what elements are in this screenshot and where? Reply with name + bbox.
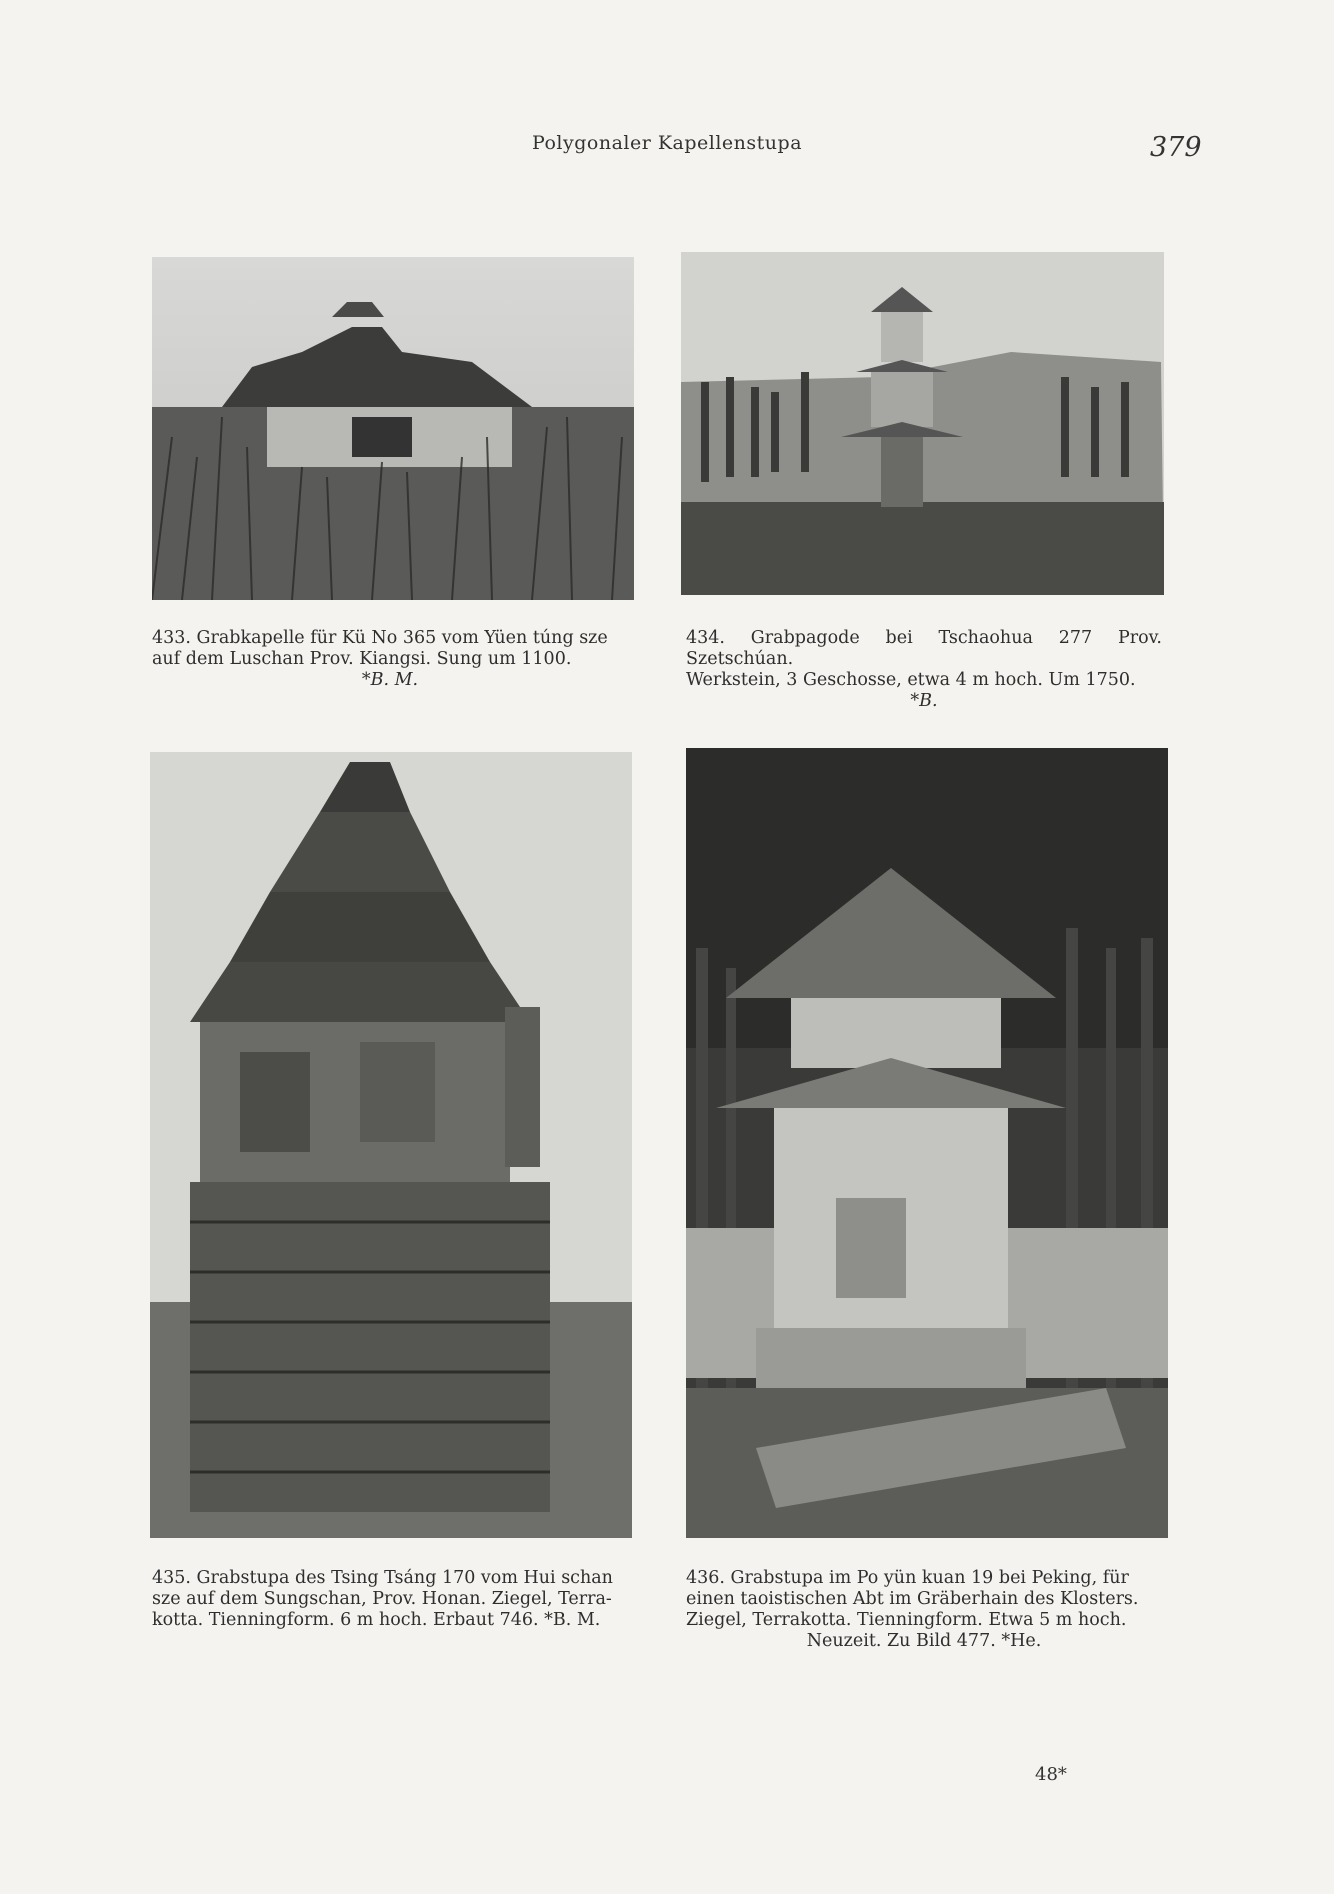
photo-434-grave-pagoda <box>681 252 1164 595</box>
photo-433-grave-chapel <box>152 257 634 600</box>
caption-436-line2: einen taoistischen Abt im Gräberhain des Klosters. <box>686 1589 1139 1609</box>
caption-433-line2: auf dem Luschan Prov. Kiangsi. Sung um 1100. <box>152 649 572 669</box>
caption-434-credit: *B. <box>910 691 938 711</box>
page-number: 379 <box>1150 132 1202 163</box>
running-title: Polygonaler Kapellenstupa <box>531 132 803 154</box>
caption-433-credit: *B. M. <box>361 670 419 690</box>
caption-435-line2: sze auf dem Sungschan, Prov. Honan. Ziegel, Terra- <box>152 1589 612 1609</box>
caption-433-line1: 433. Grabkapelle für Kü No 365 vom Yüen túng sze <box>152 628 608 648</box>
caption-436 <box>686 1568 1162 1652</box>
caption-436-line3: Ziegel, Terrakotta. Tienningform. Etwa 5 m hoch. <box>686 1610 1127 1630</box>
caption-434-line1: 434. Grabpagode bei Tschaohua 277 Prov. Szetschúan. <box>686 628 1162 669</box>
caption-436-line1: 436. Grabstupa im Po yün kuan 19 bei Peking, für <box>686 1568 1129 1588</box>
photo-436-tiled-stupa <box>686 748 1168 1538</box>
photo-435-brick-stupa <box>150 752 632 1538</box>
caption-434-line2: Werkstein, 3 Geschosse, etwa 4 m hoch. Um 1750. <box>686 670 1136 690</box>
caption-435-line3: kotta. Tienningform. 6 m hoch. Erbaut 746. *B. M. <box>152 1610 601 1630</box>
caption-435 <box>152 1568 629 1631</box>
caption-435-line1: 435. Grabstupa des Tsing Tsáng 170 vom Hui schan <box>152 1568 613 1588</box>
caption-433 <box>152 628 628 691</box>
caption-434 <box>686 628 1162 712</box>
caption-436-line4: Neuzeit. Zu Bild 477. *He. <box>806 1631 1042 1651</box>
sheet-signature: 48* <box>1035 1764 1067 1785</box>
